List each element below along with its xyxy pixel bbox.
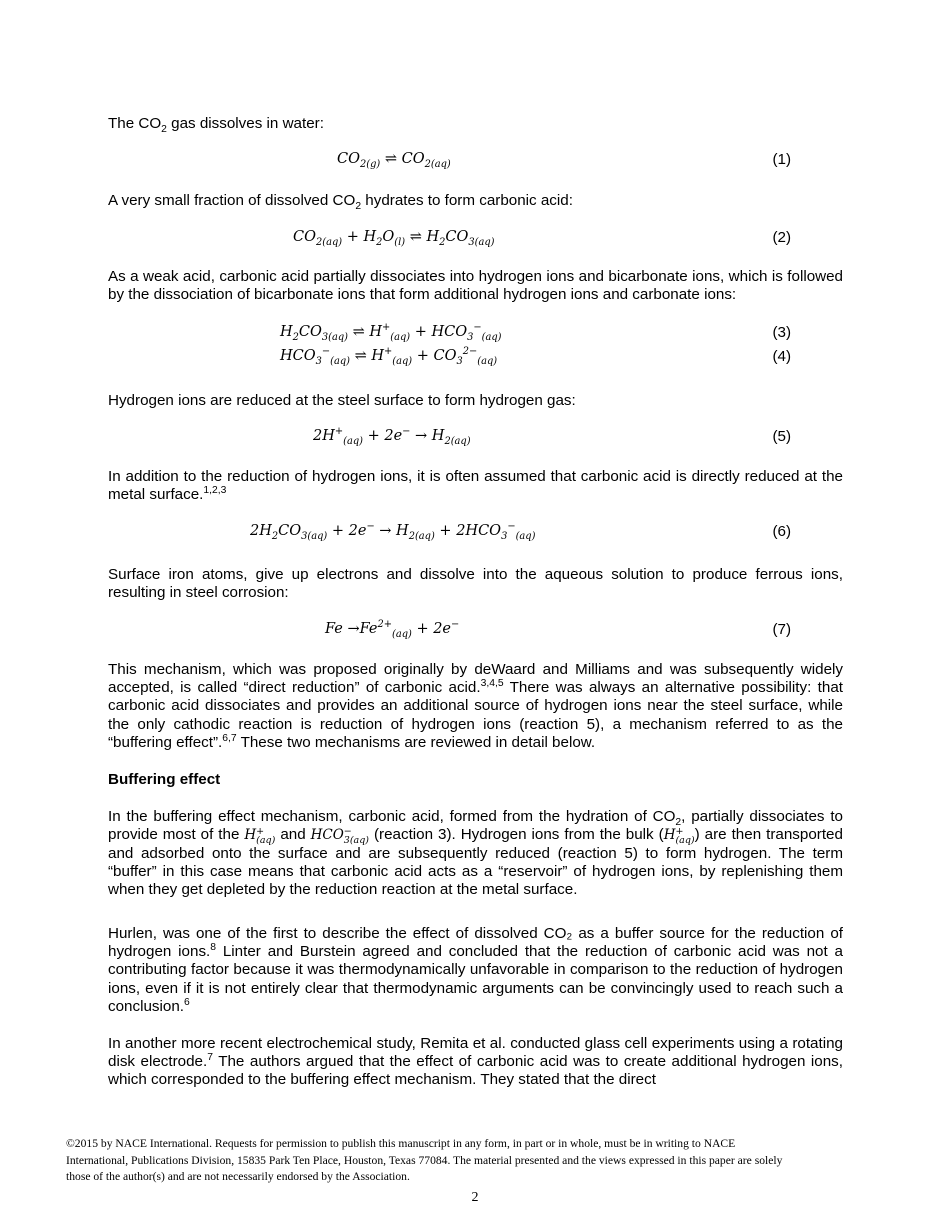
equation-4-math: $HCO_3^-_{(aq)}$ ⇌ $H^+_{(aq)} + CO_3^{2-}_{(aq)}$	[280, 346, 498, 367]
paragraph-text: In addition to the reduction of hydrogen ions, it is often assumed that carbonic acid is directly reduced at the metal surface.	[108, 468, 843, 504]
citation: 1,2,3	[203, 485, 227, 497]
inline-math-hco3-minus: HCO − 3(aq)	[310, 825, 369, 846]
equation-7-number: (7)	[772, 621, 791, 638]
paragraph-direct-reduction-assumed	[108, 468, 843, 504]
section-heading-buffering-effect: Buffering effect	[108, 771, 221, 788]
citation: 8	[210, 942, 217, 954]
equation-2	[108, 229, 843, 251]
equation-7-math: $Fe \to Fe^{2+}_{(aq)} + 2e^-$	[325, 619, 460, 640]
equation-3-number: (3)	[772, 324, 791, 341]
equation-5-number: (5)	[772, 428, 791, 445]
equation-6	[108, 523, 843, 545]
paragraph-text: This mechanism, which was proposed originally by deWaard and Milliams and was subsequently widely accepted, is called “direct reduction” of carbonic acid.	[108, 661, 843, 697]
equation-2-number: (2)	[772, 229, 791, 246]
paragraph-buffering-mechanism: In the buffering effect mechanism, carbonic acid, formed from the hydration of $CO_2$, partially dissociates to provide most of the H + (aq) and HCO − 3(aq) (reaction 3). Hydrogen ions from the bulk (H + (aq) ) are then transported and adsorbed onto the surface and are subsequently reduced (reaction 5) to form hydrogen. The term “buffer” in this case means that carbonic acid acts as a “reservoir” of hydrogen ions, by replenishing them when they get depleted by the reduction reaction at the metal surface.	[108, 808, 843, 899]
paragraph-remita	[108, 1035, 843, 1090]
paragraph-text: In another more recent electrochemical study, Remita et al. conducted glass cell experiments using a rotating disk electrode.	[108, 1035, 843, 1071]
equation-5	[108, 428, 843, 450]
citation: 7	[207, 1052, 213, 1064]
inline-math-h-plus: H + (aq)	[244, 825, 276, 846]
paragraph-text: Linter and Burstein agreed and concluded that the reduction of carbonic acid was not a contributing factor because it was thermodynamically unfavorable in comparison to the reduction of hydrogen ions, even if it is not entirely clear that thermodynamic arguments can be convincingly used to reach such a conclusion.	[108, 943, 843, 1015]
equation-6-math: $2H_2CO_{3(aq)} + 2e^- \to H_{2(aq)} + 2HCO_3^-_{(aq)}$	[250, 521, 536, 542]
equation-1-number: (1)	[772, 151, 791, 168]
paragraph-hydration: A very small fraction of dissolved $CO_2$ hydrates to form carbonic acid:	[108, 192, 573, 213]
paragraph-co2-dissolves: The $CO_2$ gas dissolves in water:	[108, 115, 324, 136]
equation-4	[108, 348, 843, 370]
equation-3-math: $H_2CO_{3(aq)}$ ⇌ $H^+_{(aq)} + HCO_3^-_{(aq)}$	[280, 322, 502, 343]
paragraph-text: ) are then transported and adsorbed onto the surface and are subsequently reduced (reaction 5) to form hydrogen. The term “buffer” in this case means that carbonic acid acts as a “reservoir” of hydrogen ions, by replenishing them when they get depleted by the reduction reaction at the metal surface.	[108, 826, 843, 899]
inline-math-h-plus-bulk: H + (aq)	[663, 825, 695, 846]
paragraph-text: There was always an alternative possibility: that carbonic acid dissociates and provides an additional source of hydrogen ions near the steel surface, while the only cathodic reaction is reduction of hydrogen ions (reaction 5), a mechanism referred to as the “buffering effect”.	[108, 679, 843, 751]
citation: 3,4,5	[480, 678, 504, 690]
equation-6-number: (6)	[772, 523, 791, 540]
equation-5-math: $2H^+_{(aq)} + 2e^- \to H_{2(aq)}$	[313, 426, 471, 447]
paragraph-text: The authors argued that the effect of carbonic acid was to create additional hydrogen ions, which corresponded to the buffering effect mechanism. They stated that the direct	[108, 1053, 843, 1089]
equation-2-math: $CO_{2(aq)} + H_2O_{(l)}$ ⇌ $H_2CO_{3(aq)}$	[293, 229, 495, 248]
paragraph-text: Hurlen, was one of the first to describe the effect of dissolved CO₂ as a buffer source for the reduction of hydrogen ions.	[108, 925, 843, 961]
paragraph-hydrogen-reduced: Hydrogen ions are reduced at the steel surface to form hydrogen gas:	[108, 392, 576, 409]
page-number: 2	[471, 1190, 479, 1205]
paragraph-weak-acid: As a weak acid, carbonic acid partially dissociates into hydrogen ions and bicarbonate ions, which is followed by the dissociation of bicarbonate ions that form additional hydrogen ions and carbonate ions:	[108, 268, 843, 304]
paragraph-text: These two mechanisms are reviewed in detail below.	[236, 733, 596, 751]
copyright-footer: ©2015 by NACE International. Requests for permission to publish this manuscript in any form, in part or in whole, must be in writing to NACE International, Publications Division, 15835 Park Ten Place, Houston, Texas 77084. The material presented and the views expressed in this paper are solely those of the author(s) and are not necessarily endorsed by the Association.	[66, 1137, 783, 1183]
paragraph-text: (reaction 3). Hydrogen ions from the bulk (	[373, 826, 664, 844]
equation-1-math: $CO_{2(g)}$ ⇌ $CO_{2(aq)}$	[337, 151, 451, 170]
paragraph-hurlen	[108, 925, 843, 1016]
equation-7	[108, 621, 843, 643]
equation-4-number: (4)	[772, 348, 791, 365]
citation: 6,7	[222, 732, 237, 744]
equation-1	[108, 151, 843, 173]
citation: 6	[183, 996, 190, 1008]
equation-3	[108, 324, 843, 346]
paragraph-text: and	[280, 826, 306, 844]
paragraph-iron-atoms: Surface iron atoms, give up electrons and dissolve into the aqueous solution to produce ferrous ions, resulting in steel corrosion:	[108, 566, 843, 602]
paragraph-mechanism	[108, 661, 843, 752]
